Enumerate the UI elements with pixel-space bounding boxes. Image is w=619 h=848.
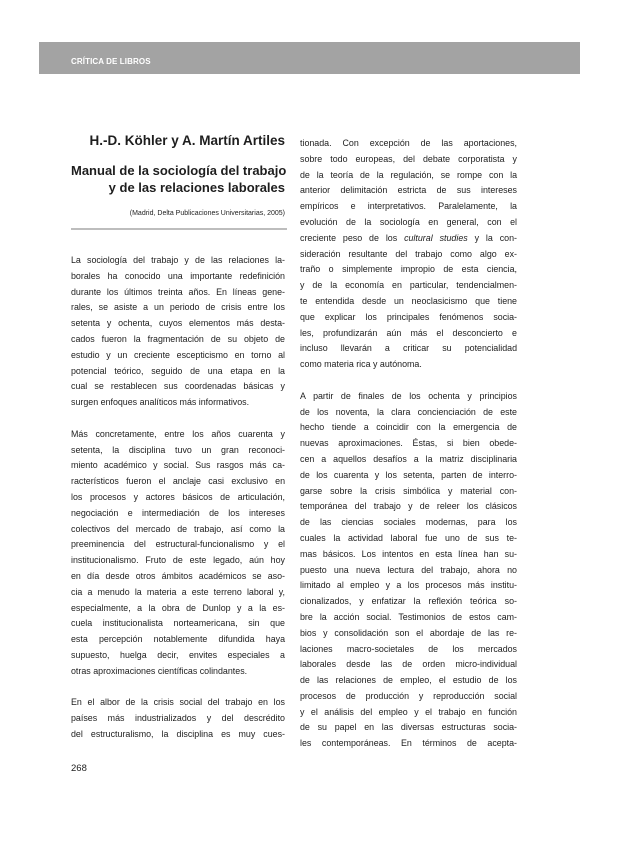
text-line: te entendida desde un neoclasicismo que tiene [300,295,517,306]
paragraph [71,427,285,680]
text-line: de los cuarenta y los setenta, parten de interro- [300,469,517,480]
section-label: CRÍTICA DE LIBROS [71,57,151,66]
text-line: cual se restablecen sus coordenadas básicas y [71,381,285,392]
text-line: evolución de la sociología en general, con el [300,216,517,227]
text-line: mas básicos. Los intentos en esta línea han su- [300,548,517,559]
text-line: durante los últimos treinta años. En líneas gene- [71,286,285,297]
text-line: traño o simplemente impropio de esta ciencia, [300,264,517,275]
text-line: del estructuralismo, la disciplina es muy cues- [71,728,285,739]
text-line: A partir de finales de los ochenta y principios [300,390,517,401]
text-line: puesto una nueva lectura del trabajo, ahora no [300,564,517,575]
text-line: países más industrializados y del descrédito [71,713,285,724]
divider-rule [71,228,287,230]
text-line: esta percepción notablemente difundida haya [71,634,285,645]
text-line: de su papel en las diversas estructuras socia- [300,722,517,733]
text-line: cen a aquellos desafíos a la matriz disciplinaria [300,453,517,464]
text-line: en día desde otros ámbitos académicos se aso- [71,570,285,581]
text-line: sobre todo europeas, del debate corporatista y [300,153,517,164]
publication-info: (Madrid, Delta Publicaciones Universitarias, 2005) [129,210,285,217]
section-header-bar [39,42,580,74]
text-line: sideración resultante del trabajo como algo ex- [300,248,517,259]
text-line: borales ha conocido una importante redefinición [71,270,285,281]
text-line: La sociología del trabajo y de las relaciones la- [71,255,285,265]
text-line: de los noventa, la clara concienciación de este [300,406,517,417]
text-line: estudio y un creciente escepticismo en torno al [71,349,285,360]
text-line: laciones macro-societales de los mercados [300,643,517,654]
text-line: preeminencia del estructural-funcionalismo y el [71,539,285,550]
text-line: anterior delimitación estricta de sus intereses [300,185,517,196]
text-line: cia a menudo la materia a este terreno laboral y, [71,586,285,597]
text-line: cados fueron la fragmentación de su objeto de [71,333,285,344]
text-line: los procesos y actores básicos de articulación, [71,491,285,502]
text-line: otras aproximaciones científicas colindantes. [71,665,248,676]
paragraph [300,136,517,373]
text-line: surgen enfoques analíticos más informativos. [71,397,250,408]
left-column [71,132,285,743]
text-line: En el albor de la crisis social del trabajo en los [71,697,285,708]
text-line: potencial teórico, seguido de una etapa en la [71,365,285,376]
text-line: especialmente, a la obra de Dunlop y a la es- [71,602,285,613]
text-line: bios y consolidación son el abordaje de las re- [300,627,517,638]
text-line: empíricos e interpretativos. Paralelamente, la [300,201,517,212]
book-title [71,162,285,196]
left-body [71,253,285,743]
text-line: temporánea del trabajo y de releer los clásicos [300,501,517,512]
text-line: miento académico y social. Sus rasgos más ca- [71,460,285,471]
text-line: y el análisis del empleo y el trabajo en función [300,706,517,717]
text-line: como materia rica y autónoma. [300,359,422,370]
text-line: procesos de producción y reproducción social [300,690,517,701]
text-line: cuales la actividad laboral fue uno de sus te- [300,532,517,543]
review-authors: H.-D. Köhler y A. Martín Artiles [89,133,285,148]
text-line: que explicar los principales fenómenos socia- [300,311,517,322]
text-line: creciente peso de los cultural studies y la con- [300,232,517,243]
text-line: nuevas aproximaciones. Éstas, si bien obede- [300,438,517,449]
book-title-line: y de las relaciones laborales [108,180,285,195]
text-line: colectivos del mercado de trabajo, así como la [71,523,285,534]
text-line: les contemporáneas. En términos de acepta- [300,738,517,749]
text-line: limitado al empleo y a los procesos más institu- [300,580,517,591]
paragraph [71,253,285,411]
text-line: hecho tiende a coincidir con la emergencia de [300,422,517,433]
page-number: 268 [71,763,87,774]
text-line: bre la acción social. Testimonios de estos cam- [300,611,517,622]
text-line: les, profundizarán aún más el desconcierto e [300,327,517,338]
text-line: cionalizados, y enfatizar la reflexión teórica so- [300,596,517,607]
text-line: rales, se asiste a un periodo de crisis entre los [71,302,285,313]
text-line: y de la economía en particular, tendencialmen- [300,280,517,291]
text-line: Más concretamente, entre los años cuarenta y [71,428,285,439]
text-line: tionada. Con excepción de las aportaciones, [300,138,517,148]
text-line: supuesto, huelga decir, envites especiales a [71,649,285,660]
right-column [300,136,517,752]
text-line: laborales desde las de orden micro-individual [300,659,517,670]
right-body [300,136,517,752]
text-line: incluso llevarán a criticar su potencialidad [300,343,517,354]
text-line: de las relaciones de empleo, el estudio de los [300,675,517,686]
paragraph [71,695,285,742]
text-line: de la teoría de la regulación, se rompe con la [300,169,517,180]
text-line: institucionalismo. Fruto de este legado, aún hoy [71,555,285,566]
text-line: de las ciencias sociales modernas, para los [300,517,517,528]
text-line: racterísticos fueron el anclaje casi exclusivo en [71,476,285,487]
text-line: negociación e intermediación de los intereses [71,507,285,518]
text-line: garse sobre la crisis simbólica y material con- [300,485,517,496]
book-title-line: Manual de la sociología del trabajo [71,163,287,178]
paragraph [300,389,517,752]
text-line: setenta, la disciplina tuvo un gran reconoci- [71,444,285,455]
text-line: cuela institucionalista norteamericana, sin que [71,618,285,629]
text-line: setenta y ochenta, cuyos elementos más desta- [71,318,285,329]
